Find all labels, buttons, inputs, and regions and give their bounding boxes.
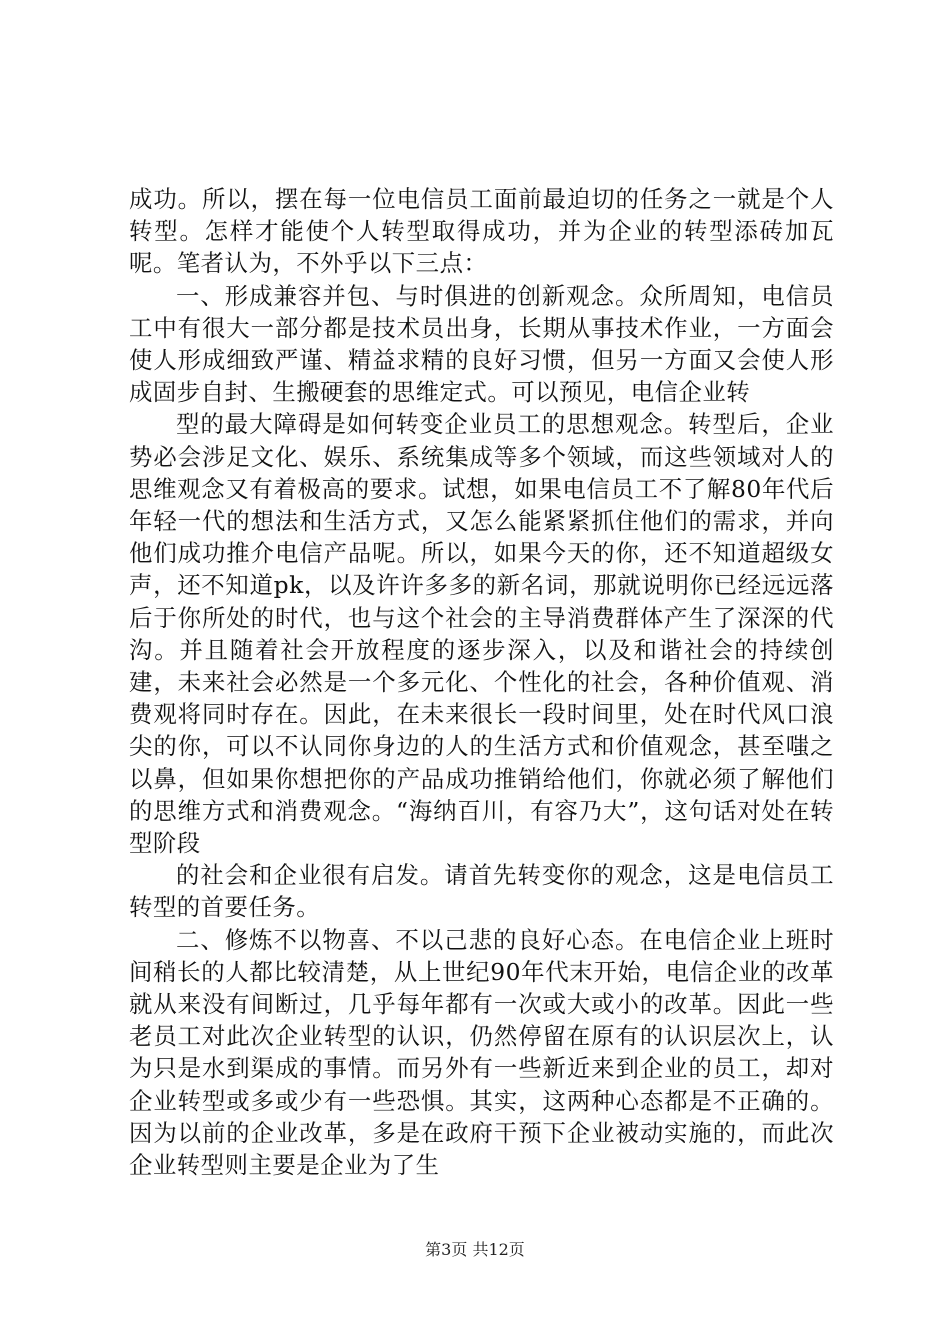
paragraph-5: 二、修炼不以物喜、不以己悲的良好心态。在电信企业上班时间稍长的人都比较清楚，从上世纪90年代末开始，电信企业的改革就从来没有间断过，几乎每年都有一次或大或小的改革。因此一些老员工对此次企业转型的认识，仍然停留在原有的认识层次上，认为只是水到渠成的事情。而另外有一些新近来到企业的员工，却对企业转型或多或少有一些恐惧。其实，这两种心态都是不正确的。因为以前的企业改革，多是在政府干预下企业被动实施的，而此次企业转型则主要是企业为了生 [129,925,834,1180]
paragraph-1: 成功。所以，摆在每一位电信员工面前最迫切的任务之一就是个人转型。怎样才能使个人转型取得成功，并为企业的转型添砖加瓦呢。笔者认为，不外乎以下三点： [129,185,834,278]
paragraph-3: 型的最大障碍是如何转变企业员工的思想观念。转型后，企业势必会涉足文化、娱乐、系统集成等多个领域，而这些领域对人的思维观念又有着极高的要求。试想，如果电信员工不了解80年代后年轻一代的想法和生活方式，又怎么能紧紧抓住他们的需求，并向他们成功推介电信产品呢。所以，如果今天的你，还不知道超级女声，还不知道pk，以及许许多多的新名词，那就说明你已经远远落后于你所处的时代，也与这个社会的主导消费群体产生了深深的代沟。并且随着社会开放程度的逐步深入，以及和谐社会的持续创建，未来社会必然是一个多元化、个性化的社会，各种价值观、消费观将同时存在。因此，在未来很长一段时间里，处在时代风口浪尖的你，可以不认同你身边的人的生活方式和价值观念，甚至嗤之以鼻，但如果你想把你的产品成功推销给他们，你就必须了解他们的思维方式和消费观念。“海纳百川，有容乃大”，这句话对处在转型阶段 [129,410,834,858]
document-body [129,183,834,1181]
paragraph-4: 的社会和企业很有启发。请首先转变你的观念，这是电信员工转型的首要任务。 [129,861,834,922]
page-number-footer: 第3页 共12页 [425,1240,525,1259]
paragraph-2: 一、形成兼容并包、与时俱进的创新观念。众所周知，电信员工中有很大一部分都是技术员出身，长期从事技术作业，一方面会使人形成细致严谨、精益求精的良好习惯，但另一方面又会使人形成固步自封、生搬硬套的思维定式。可以预见，电信企业转 [129,281,834,407]
